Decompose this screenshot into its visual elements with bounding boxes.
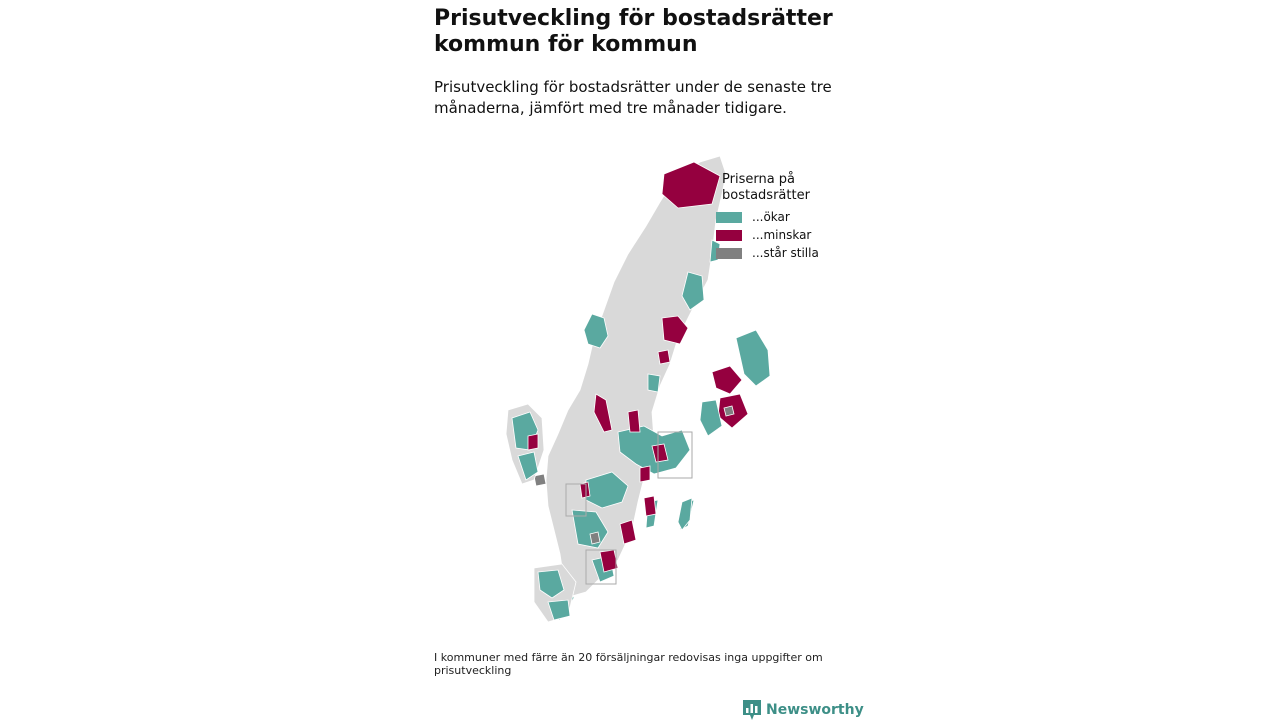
footnote: I kommuner med färre än 20 försäljningar redovisas inga uppgifter om prisutveckling: [434, 651, 823, 677]
chart-panel: [434, 0, 864, 720]
legend-item-increase: [716, 208, 846, 226]
legend-item-unchanged: [716, 244, 846, 262]
legend-label-unchanged: ...står stilla: [752, 246, 819, 260]
page-subtitle: Prisutveckling för bostadsrätter under de senaste tre månaderna, jämfört med tre månader tidigare.: [434, 78, 832, 117]
legend: [716, 172, 846, 262]
region-up: [648, 374, 660, 392]
page-title: Prisutveckling för bostadsrätter kommun för kommun: [434, 6, 833, 57]
legend-swatch-increase: [716, 212, 742, 223]
region-down: [658, 350, 670, 364]
legend-item-decrease: [716, 226, 846, 244]
brand-logo[interactable]: [743, 699, 864, 721]
inset-stockholm-down: [712, 366, 742, 394]
gotland-region: [678, 498, 692, 530]
legend-label-decrease: ...minskar: [752, 228, 812, 242]
region-down: [644, 496, 656, 516]
legend-swatch-unchanged: [716, 248, 742, 259]
legend-label-increase: ...ökar: [752, 210, 790, 224]
region-unchanged: [590, 532, 600, 544]
sweden-outline: [546, 156, 726, 596]
inset-stockholm-up: [700, 400, 722, 436]
inset-goteborg-down: [528, 434, 538, 450]
bar-chart-icon: [743, 700, 761, 720]
inset-stockholm-up: [736, 330, 770, 386]
region-down: [640, 466, 650, 482]
legend-swatch-decrease: [716, 230, 742, 241]
legend-title: Priserna på bostadsrätter: [722, 172, 810, 203]
brand-name: Newsworthy: [766, 702, 864, 718]
region-down: [628, 410, 640, 432]
inset-stockholm-unchanged: [724, 406, 734, 416]
